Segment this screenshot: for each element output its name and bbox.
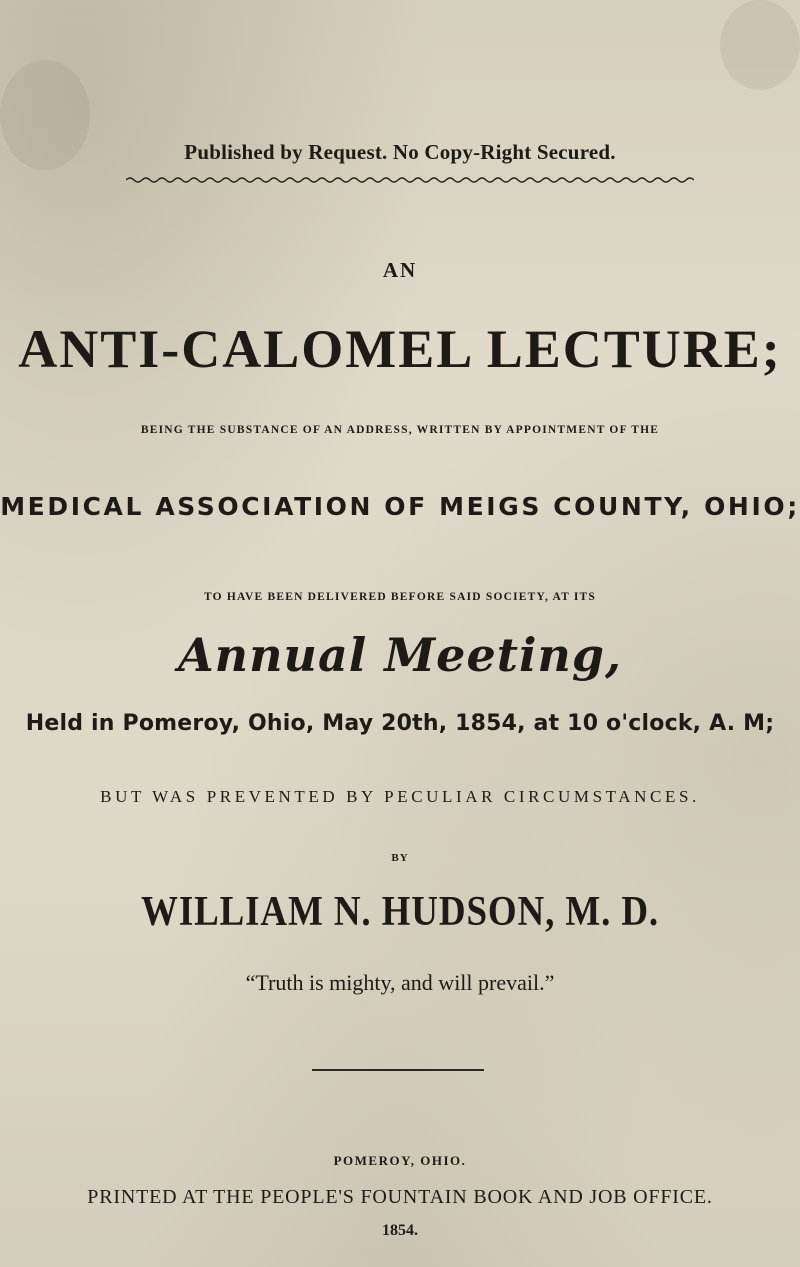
subtitle-delivered: TO HAVE BEEN DELIVERED BEFORE SAID SOCIETY, AT ITS xyxy=(203,591,597,603)
wavy-divider xyxy=(126,176,694,184)
imprint-printer: PRINTED AT THE PEOPLE'S FOUNTAIN BOOK AND JOB OFFICE. xyxy=(87,1186,713,1208)
subtitle-being: BEING THE SUBSTANCE OF AN ADDRESS, WRITTEN BY APPOINTMENT OF THE xyxy=(140,424,660,436)
article-an: AN xyxy=(382,258,418,282)
publication-note: Published by Request. No Copy-Right Secured. xyxy=(184,140,616,164)
short-divider xyxy=(312,1069,484,1071)
author-name: WILLIAM N. HUDSON, M. D. xyxy=(140,889,660,935)
imprint-year: 1854. xyxy=(382,1222,418,1239)
annual-meeting: Annual Meeting, xyxy=(177,628,623,682)
meeting-details: Held in Pomeroy, Ohio, May 20th, 1854, at 10 o'clock, A. M; xyxy=(25,711,775,736)
motto: “Truth is mighty, and will prevail.” xyxy=(245,970,555,995)
imprint-place: POMEROY, OHIO. xyxy=(333,1153,467,1168)
by-label: BY xyxy=(391,852,409,864)
paper-stain xyxy=(720,0,800,90)
page-title: ANTI-CALOMEL LECTURE; xyxy=(18,319,782,379)
prevented-note: BUT WAS PREVENTED BY PECULIAR CIRCUMSTANCES. xyxy=(100,787,700,806)
association-name: MEDICAL ASSOCIATION OF MEIGS COUNTY, OHIO; xyxy=(0,492,800,521)
